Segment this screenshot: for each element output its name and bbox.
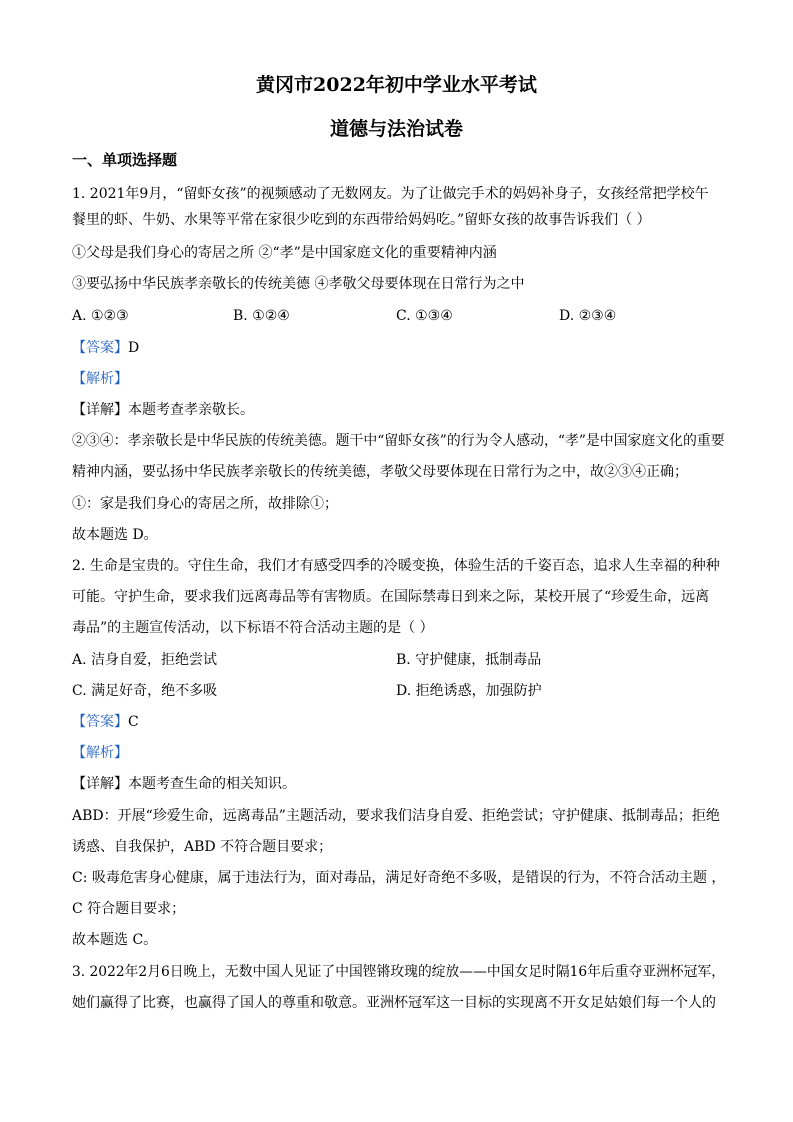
q2-stem-line: 可能。守护生命，要求我们远离毒品等有害物质。在国际禁毒日到来之际，某校开展了“珍爱生命，远离 [72,589,710,605]
q1-option-d: D. ②③④ [559,308,617,324]
q1-detail-line: 故本题选 D。 [72,527,158,543]
q2-answer-line [72,712,139,732]
q1-detail-line: 精神内涵，要弘扬中华民族孝亲敬长的传统美德，孝敬父母要体现在日常行为之中，故②③④正确； [72,464,688,480]
q1-statement: ①父母是我们身心的寄居之所 ②“孝”是中国家庭文化的重要精神内涵 [72,245,497,261]
q2-stem-line: 毒品”的主题宣传活动，以下标语不符合活动主题的是（ ） [72,620,434,636]
q1-detail-line: ②③④：孝亲敬长是中华民族的传统美德。题干中“留虾女孩”的行为令人感动，“孝”是中国家庭文化的重要 [72,433,725,449]
q2-stem-line: 2. 生命是宝贵的。守住生命，我们才有感受四季的冷暖变换，体验生活的千姿百态，追求人生幸福的种种 [72,558,720,574]
analysis-tag: 【解析】 [72,371,128,387]
q3-stem-line: 她们赢得了比赛，也赢得了国人的尊重和敬意。亚洲杯冠军这一目标的实现离不开女足姑娘们每一个人的 [72,995,716,1011]
q1-option-b: B. ①②④ [233,308,290,324]
q1-detail-line: ①：家是我们身心的寄居之所，故排除①； [72,496,338,512]
q1-stem-line: 1. 2021年9月，“留虾女孩”的视频感动了无数网友。为了让做完手术的妈妈补身子，女孩经常把学校午 [72,186,709,202]
q2-option-c: C. 满足好奇，绝不多吸 [72,683,218,699]
exam-subtitle: 道德与法治试卷 [329,118,463,140]
q2-option-a: A. 洁身自爱，拒绝尝试 [72,652,218,668]
section-heading: 一、单项选择题 [72,151,178,169]
answer-tag: 【答案】 [72,714,128,730]
answer-value: D [128,340,140,356]
q2-detail-line: 【详解】本题考查生命的相关知识。 [72,776,296,792]
q1-option-a: A. ①②③ [72,308,129,324]
q2-option-b: B. 守护健康，抵制毒品 [396,652,542,668]
q2-detail-line: 诱惑、自我保护，ABD 不符合题目要求； [72,839,333,855]
q1-detail-line: 【详解】本题考查孝亲敬长。 [72,402,254,418]
q2-detail-line: ABD：开展“珍爱生命，远离毒品”主题活动，要求我们洁身自爱、拒绝尝试；守护健康、抵制毒品；拒绝 [72,808,720,824]
analysis-tag: 【解析】 [72,745,128,761]
q1-answer-line [72,338,139,358]
q1-option-c: C. ①③④ [396,308,453,324]
answer-value: C [128,714,139,730]
exam-title: 黄冈市2022年初中学业水平考试 [256,74,537,96]
q2-option-d: D. 拒绝诱惑，加强防护 [396,683,542,699]
q1-stem-line: 餐里的虾、牛奶、水果等平常在家很少吃到的东西带给妈妈吃。”留虾女孩的故事告诉我们（ ） [72,212,651,228]
q2-detail-line: C: 吸毒危害身心健康，属于违法行为，面对毒品，满足好奇绝不多吸，是错误的行为，不符合活动主题 ， [72,870,726,886]
q2-detail-line: C 符合题目要求； [72,901,186,917]
q1-statement: ③要弘扬中华民族孝亲敬长的传统美德 ④孝敬父母要体现在日常行为之中 [72,276,525,292]
q3-stem-line: 3. 2022年2月6日晚上，无数中国人见证了中国铿锵玫瑰的绽放——中国女足时隔16年后重夺亚洲杯冠军， [72,964,726,980]
q2-detail-line: 故本题选 C。 [72,932,158,948]
answer-tag: 【答案】 [72,340,128,356]
